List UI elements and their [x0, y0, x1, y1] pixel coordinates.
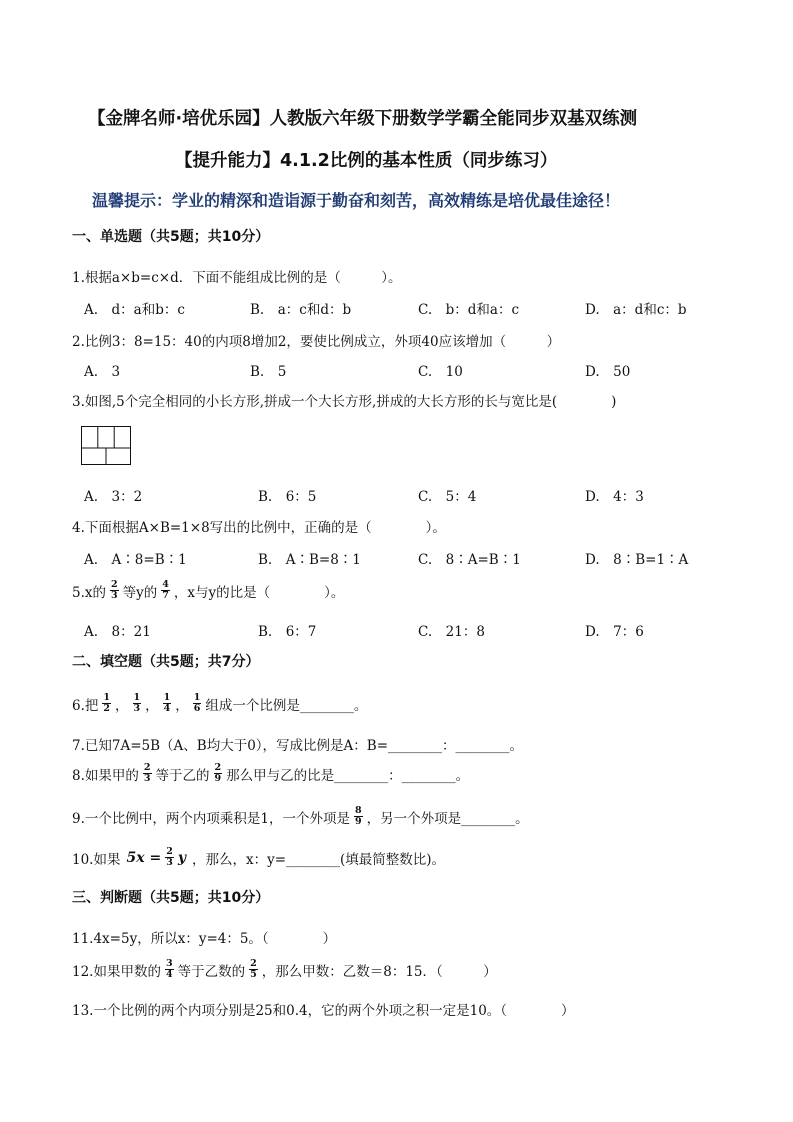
q5-text-mid: 等y的 [122, 584, 158, 601]
question-11: 11.4x=5y，所以x：y=4：5。（ ） [72, 931, 337, 947]
question-9 [72, 806, 529, 827]
q4-option-a[interactable]: A. A∶8=B∶1 [84, 552, 187, 568]
q6-separator: ， [145, 697, 159, 714]
title-line-1: 【金牌名师·培优乐园】人教版六年级下册数学学霸全能同步双基双练测 [88, 109, 638, 129]
q5-text-pre: 5.x的 [72, 584, 106, 601]
q8-fraction-2: $\frac{2}{9}$ [214, 762, 222, 784]
q6-separator: ， [175, 697, 189, 714]
q12-text-mid: 等于乙数的 [177, 963, 246, 980]
q5-text-post: ，x与y的比是（ ）。 [173, 584, 345, 601]
title-line-2: 【提升能力】4.1.2比例的基本性质（同步练习） [175, 151, 558, 171]
q4-option-c[interactable]: C. 8∶A=B∶1 [418, 552, 521, 568]
q2-option-c[interactable]: C. 10 [418, 364, 463, 380]
q5-option-b[interactable]: B. 6：7 [258, 624, 317, 640]
q12-text-pre: 12.如果甲数的 [72, 963, 161, 980]
q1-option-b[interactable]: B. a：c和d：b [250, 302, 352, 318]
q9-text-post: ，另一个外项是________。 [366, 810, 529, 827]
question-7: 7.已知7A=5B（A、B均大于0），写成比例是A：B=________：________。 [72, 738, 524, 754]
q8-fraction-1: $\frac{2}{3}$ [143, 762, 151, 784]
q1-option-c[interactable]: C. b：d和a：c [418, 302, 520, 318]
q6-text-post: 组成一个比例是________。 [205, 697, 368, 714]
q5-option-d[interactable]: D. 7：6 [585, 624, 644, 640]
q12-text-post: ，那么甲数：乙数＝8：15．（ ） [261, 963, 497, 980]
q12-fraction-1: $\frac{3}{4}$ [165, 958, 173, 980]
q5-option-c[interactable]: C. 21：8 [418, 624, 485, 640]
q6-fraction-4: $\frac{1}{6}$ [193, 692, 201, 714]
q10-text-pre: 10.如果 [72, 851, 121, 868]
q10-fraction-1: $\frac{2}{3}$ [166, 846, 173, 868]
section-title-fill-in: 二、填空题（共5题；共7分） [72, 654, 260, 670]
q3-option-b[interactable]: B. 6：5 [258, 489, 317, 505]
q3-option-c[interactable]: C. 5：4 [418, 489, 477, 505]
q3-option-d[interactable]: D. 4：3 [585, 489, 644, 505]
q6-fraction-2: $\frac{1}{3}$ [133, 692, 141, 714]
q10-equation-right: y [177, 849, 186, 866]
q5-fraction-1: $\frac{2}{3}$ [111, 579, 118, 601]
q9-text-pre: 9.一个比例中，两个内项乘积是1，一个外项是 [72, 810, 350, 827]
question-1: 1.根据a×b=c×d．下面不能组成比例的是（ ）。 [72, 270, 402, 286]
question-8 [72, 763, 469, 784]
question-5 [72, 580, 344, 601]
rectangles-figure [81, 426, 131, 465]
section-title-true-false: 三、判断题（共5题；共10分） [72, 890, 270, 906]
section-title-single-choice: 一、单选题（共5题；共10分） [72, 229, 270, 245]
question-6 [72, 693, 367, 714]
question-10 [72, 847, 445, 868]
q5-fraction-2: $\frac{4}{7}$ [162, 579, 169, 601]
q8-text-mid: 等于乙的 [155, 767, 210, 784]
q3-option-a[interactable]: A. 3：2 [84, 489, 143, 505]
q12-fraction-2: $\frac{2}{5}$ [250, 958, 257, 980]
q6-text-pre: 6.把 [72, 697, 99, 714]
q10-equation-left: 5x = [126, 849, 162, 866]
q9-fraction-1: $\frac{8}{9}$ [354, 805, 362, 827]
q4-option-b[interactable]: B. A∶B=8∶1 [258, 552, 361, 568]
q6-fraction-3: $\frac{1}{4}$ [163, 692, 171, 714]
q2-option-a[interactable]: A. 3 [84, 364, 121, 380]
q8-text-pre: 8.如果甲的 [72, 767, 139, 784]
question-13: 13.一个比例的两个内项分别是25和0.4，它的两个外项之积一定是10。（ ） [72, 1003, 575, 1019]
question-3: 3.如图,5个完全相同的小长方形,拼成一个大长方形,拼成的大长方形的长与宽比是( ) [72, 394, 617, 410]
question-2: 2.比例3：8=15：40的内项8增加2，要使比例成立，外项40应该增加（ ） [72, 334, 561, 350]
q1-option-a[interactable]: A. d：a和b：c [84, 302, 185, 318]
question-4: 4.下面根据A×B=1×8写出的比例中，正确的是（ ）。 [72, 520, 446, 536]
q6-fraction-1: $\frac{1}{2}$ [103, 692, 111, 714]
question-12 [72, 959, 497, 980]
tip-text: 温馨提示：学业的精深和造诣源于勤奋和刻苦，高效精练是培优最佳途径！ [92, 191, 621, 210]
q5-option-a[interactable]: A. 8：21 [84, 624, 151, 640]
q6-separator: ， [115, 697, 129, 714]
q2-option-b[interactable]: B. 5 [250, 364, 287, 380]
q4-option-d[interactable]: D. 8∶B=1∶A [585, 552, 689, 568]
q1-option-d[interactable]: D. a：d和c：b [585, 302, 687, 318]
q2-option-d[interactable]: D. 50 [585, 364, 631, 380]
q10-text-post: ，那么，x：y=________(填最简整数比)。 [191, 851, 446, 868]
q8-text-post: 那么甲与乙的比是________：________。 [226, 767, 470, 784]
